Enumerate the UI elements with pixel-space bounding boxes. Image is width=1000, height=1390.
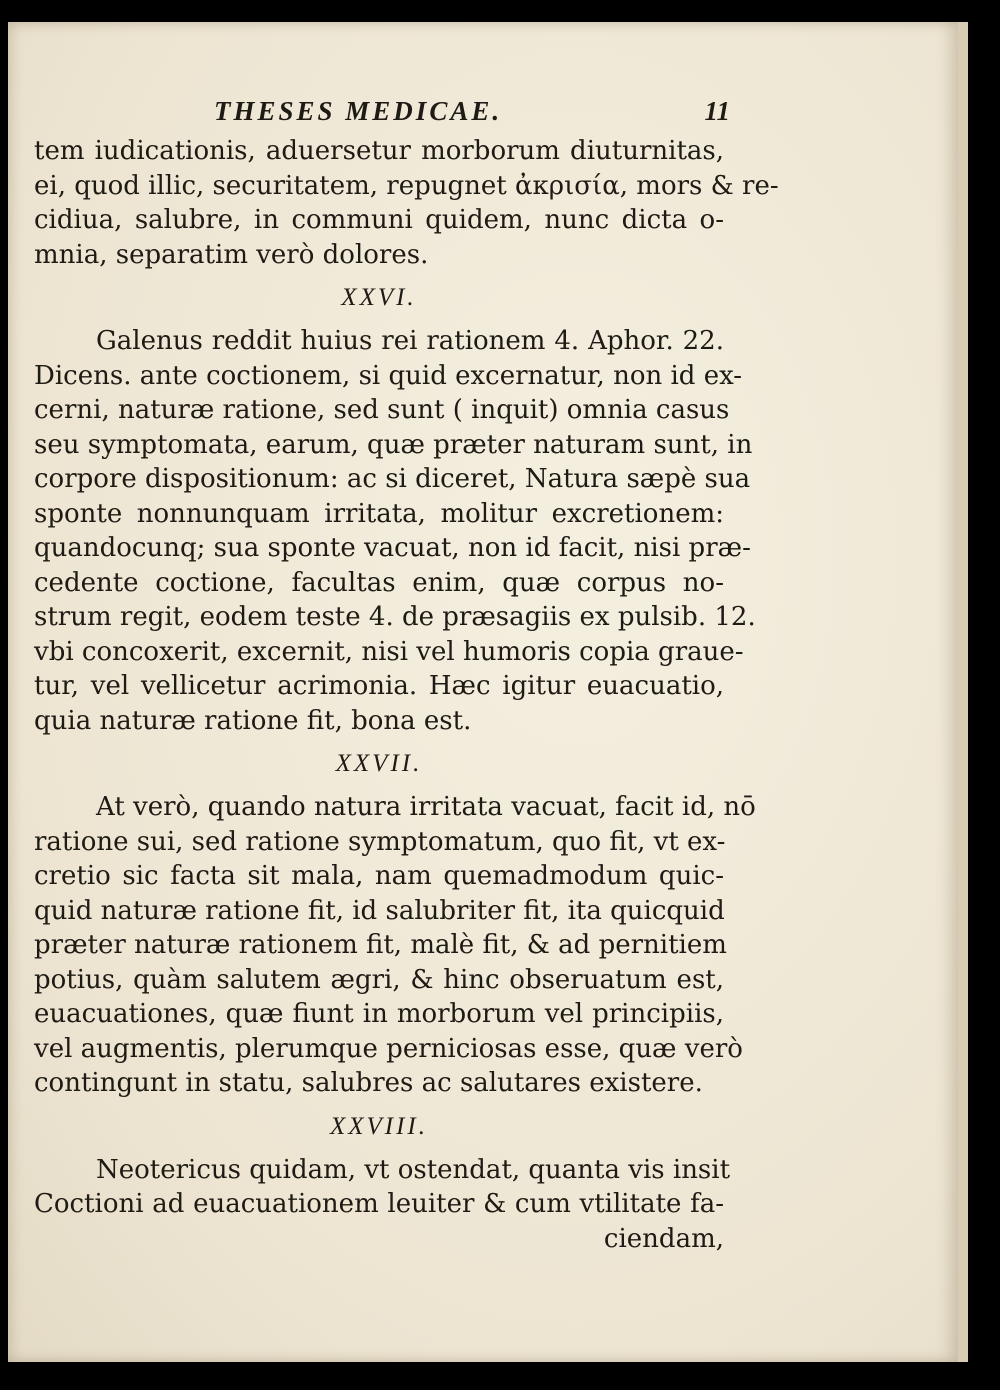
text-line: Galenus reddit huius rei rationem 4. Aphor. 22. — [96, 326, 724, 356]
text-line: contingunt in statu, salubres ac salutares existere. — [34, 1068, 703, 1098]
text-line: cerni, naturæ ratione, sed sunt ( inquit) omnia casus — [34, 395, 730, 425]
text-line: quid naturæ ratione fit, id salubriter fit, ita quicquid — [34, 895, 725, 926]
text-line: Dicens. ante coctionem, si quid excernatur, non id ex- — [34, 360, 743, 391]
section-heading: XXVIII. — [329, 1112, 429, 1140]
body-text — [34, 134, 779, 1222]
page-number: 11 — [704, 96, 730, 126]
page-text — [34, 90, 779, 1256]
text-line: præter naturæ rationem fit, malè fit, & ad pernitiem — [34, 930, 727, 960]
page-edge — [958, 22, 968, 1362]
text-line: quia naturæ ratione fit, bona est. — [34, 705, 472, 736]
text-line: ei, quod illic, securitatem, repugnet ἀκρισία, mors & re- — [34, 170, 779, 201]
text-line: Neotericus quidam, vt ostendat, quanta vis insit — [96, 1154, 731, 1185]
text-line: vel augmentis, plerumque perniciosas esse, quæ verò — [34, 1033, 743, 1064]
text-line: At verò, quando natura irritata vacuat, facit id, nō — [96, 792, 756, 822]
page-header — [34, 90, 730, 134]
text-line: ratione sui, sed ratione symptomatum, quo fit, vt ex- — [34, 826, 726, 857]
section-heading: XXVII. — [335, 750, 423, 777]
text-line: cidiua, salubre, in communi quidem, nunc dicta o- — [34, 205, 724, 235]
text-line: tem iudicationis, aduersetur morborum diuturnitas, — [34, 136, 724, 166]
text-line: sponte nonnunquam irritata, molitur excretionem: — [34, 498, 724, 529]
text-line: seu symptomata, earum, quæ præter naturam sunt, in — [34, 429, 753, 460]
running-title: THESES MEDICAE. — [214, 96, 503, 126]
text-line: quandocunq; sua sponte vacuat, non id facit, nisi præ- — [34, 533, 751, 563]
text-line: strum regit, eodem teste 4. de præsagiis ex pulsib. 12. — [34, 602, 756, 632]
text-line: cedente coctione, facultas enim, quæ corpus no- — [34, 567, 724, 598]
text-line: corpore dispositionum: ac si diceret, Natura sæpè sua — [34, 464, 751, 494]
text-line: potius, quàm salutem ægri, & hinc obseruatum est, — [34, 964, 724, 995]
text-line: tur, vel vellicetur acrimonia. Hæc igitur euacuatio, — [34, 671, 724, 701]
text-line: mnia, separatim verò dolores. — [34, 239, 429, 270]
text-line: vbi concoxerit, excernit, nisi vel humoris copia graue- — [34, 636, 744, 667]
catchword: ciendam, — [603, 1223, 724, 1254]
text-line: euacuationes, quæ fiunt in morborum vel principiis, — [34, 999, 724, 1029]
section-heading: XXVI. — [341, 284, 417, 311]
text-line: Coctioni ad euacuationem leuiter & cum vtilitate fa- — [34, 1189, 724, 1219]
text-line: cretio sic facta sit mala, nam quemadmodum quic- — [34, 861, 724, 891]
